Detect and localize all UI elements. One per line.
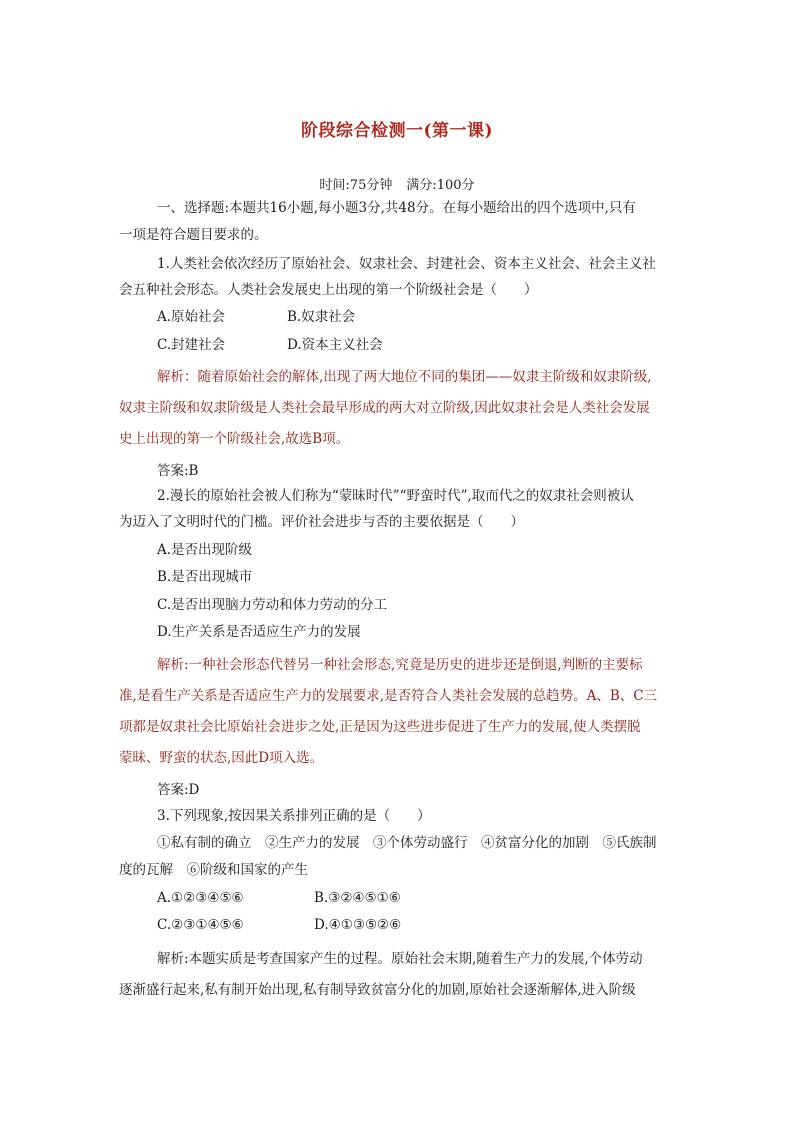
page-title: 阶段综合检测一(第一课) [300,121,494,141]
question-2-answer: 答案:D [157,782,200,798]
question-1-answer: 答案:B [157,463,199,479]
option-c: C.是否出现脑力劳动和体力劳动的分工 [157,597,388,613]
question-3-options [157,888,401,908]
option-a: A.原始社会 [157,309,226,325]
question-3-stem: ①私有制的确立 ②生产力的发展 ③个体劳动盛行 ④贫富分化的加剧 ⑤氏族制 [157,835,657,851]
question-2-analysis: 蒙昧、野蛮的状态,因此D项入选。 [119,750,324,766]
question-3-stem: 3.下列现象,按因果关系排列正确的是（ ） [157,808,431,824]
question-3-stem: 度的瓦解 ⑥阶级和国家的产生 [119,862,308,878]
question-1-analysis: 奴隶主阶级和奴隶阶级是人类社会最早形成的两大对立阶级,因此奴隶社会是人类社会发展 [119,400,650,416]
option-d: D.生产关系是否适应生产力的发展 [157,624,361,640]
question-2-stem: 为迈入了文明时代的门槛。评价社会进步与否的主要依据是（ ） [119,514,524,530]
question-1-options [157,335,383,355]
option-b: B.③②④⑤①⑥ [314,890,401,906]
question-2-analysis: 项都是奴隶社会比原始社会进步之处,正是因为这些进步促进了生产力的发展,使人类摆脱 [119,719,641,735]
option-d: D.资本主义社会 [287,337,383,353]
option-a: A.是否出现阶级 [157,542,253,558]
exam-meta [119,174,675,193]
question-2-analysis: 解析:一种社会形态代替另一种社会形态,究竟是历史的进步还是倒退,判断的主要标 [157,657,643,673]
option-c: C.②③①④⑤⑥ [157,917,244,933]
option-b: B.是否出现城市 [157,569,253,585]
question-1-stem: 会五种社会形态。人类社会发展史上出现的第一个阶级社会是（ ） [119,282,538,298]
question-2-stem: 2.漫长的原始社会被人们称为“蒙昧时代”“野蛮时代”,取而代之的奴隶社会则被认 [157,488,634,504]
question-3-analysis: 逐渐盛行起来,私有制开始出现,私有制导致贫富分化的加剧,原始社会逐渐解体,进入阶级 [119,982,636,998]
question-1-analysis: 史上出现的第一个阶级社会,故选B项。 [119,431,350,447]
question-1-analysis: 解析：随着原始社会的解体,出现了两大地位不同的集团——奴隶主阶级和奴隶阶级, [157,369,652,385]
question-1-options [157,307,355,327]
section-intro-line: 一项是符合题目要求的。 [119,227,268,243]
option-b: B.奴隶社会 [287,309,356,325]
question-3-analysis: 解析:本题实质是考查国家产生的过程。原始社会末期,随着生产力的发展,个体劳动 [157,951,643,967]
question-3-options [157,915,401,935]
question-1-stem: 1.人类社会依次经历了原始社会、奴隶社会、封建社会、资本主义社会、社会主义社 [157,256,656,272]
question-2-analysis: 准,是看生产关系是否适应生产力的发展要求,是否符合人类社会发展的总趋势。A、B、C三 [119,688,658,704]
full-score: 满分:100分 [406,178,475,193]
document-page [119,0,675,1123]
time-limit: 时间:75分钟 [319,178,393,193]
option-c: C.封建社会 [157,337,226,353]
section-intro-line: 一、选择题:本题共16小题,每小题3分,共48分。在每小题给出的四个选项中,只有 [157,200,636,216]
option-a: A.①②③④⑤⑥ [157,890,244,906]
option-d: D.④①③⑤②⑥ [314,917,402,933]
